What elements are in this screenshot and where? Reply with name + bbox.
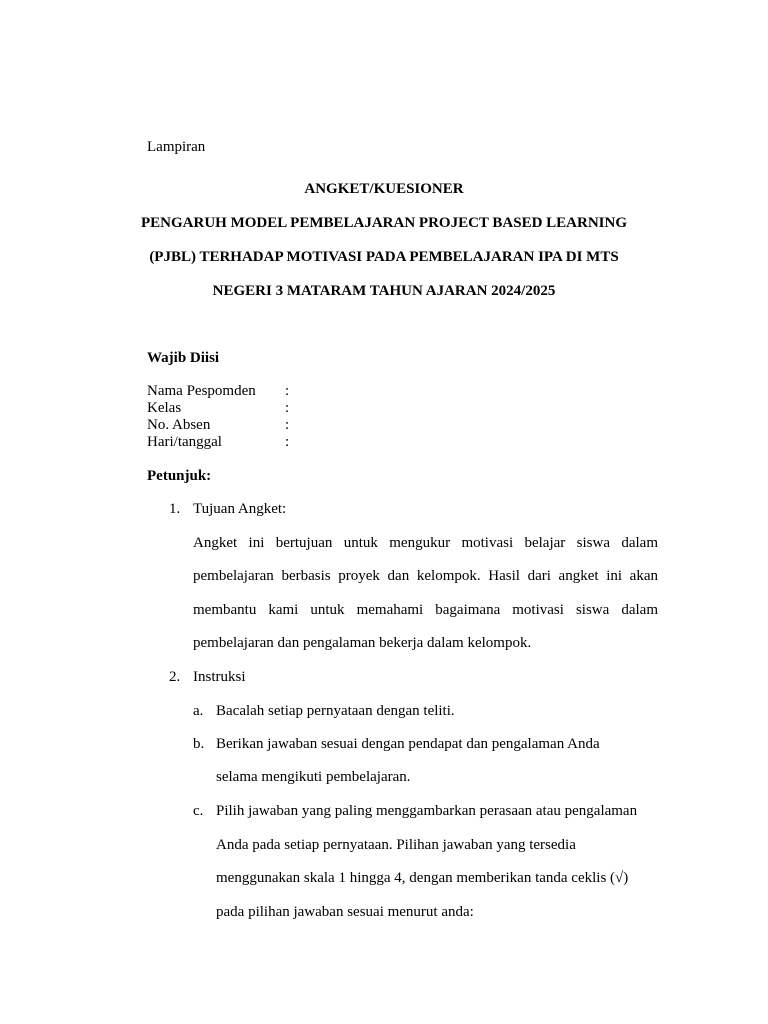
purpose-paragraph-line: pembelajaran berbasis proyek dan kelompok. Hasil dari angket ini akan [193,568,658,584]
instructions-title: Instruksi [193,669,246,685]
instructions-heading: Petunjuk: [147,468,212,484]
identity-heading: Wajib Diisi [147,350,220,366]
sub-item-text: Berikan jawaban sesuai dengan pendapat dan pengalaman Anda [216,736,600,752]
list-number: 1. [169,501,181,517]
sub-item-letter: c. [193,803,204,819]
sub-item-text: Pilih jawaban yang paling menggambarkan perasaan atau pengalaman [216,803,638,819]
sub-item-text: Bacalah setiap pernyataan dengan teliti. [216,703,455,719]
field-separator: : [285,417,290,433]
sub-item-text: menggunakan skala 1 hingga 4, dengan memberikan tanda ceklis (√) [216,870,629,886]
document-title: ANGKET/KUESIONER [304,181,464,197]
list-number: 2. [169,669,181,685]
sub-item-text: selama mengikuti pembelajaran. [216,769,411,785]
purpose-paragraph-line: membantu kami untuk memahami bagaimana motivasi siswa dalam [193,602,658,618]
field-separator: : [285,434,290,450]
document-subtitle-line-3: NEGERI 3 MATARAM TAHUN AJARAN 2024/2025 [212,283,556,299]
sub-item-text: pada pilihan jawaban sesuai menurut anda: [216,904,474,920]
document-subtitle-line-1: PENGARUH MODEL PEMBELAJARAN PROJECT BASED LEARNING [140,215,628,231]
purpose-paragraph-line: Angket ini bertujuan untuk mengukur motivasi belajar siswa dalam [193,535,658,551]
field-separator: : [285,383,290,399]
field-label-absence-number: No. Absen [147,417,211,433]
sub-item-letter: a. [193,703,204,719]
sub-item-letter: b. [193,736,205,752]
appendix-label: Lampiran [147,139,206,155]
field-separator: : [285,400,290,416]
sub-item-text: Anda pada setiap pernyataan. Pilihan jawaban yang tersedia [216,837,576,853]
purpose-paragraph-line: pembelajaran dan pengalaman bekerja dalam kelompok. [193,635,532,651]
field-label-name: Nama Pespomden [147,383,256,399]
field-label-class: Kelas [147,400,182,416]
purpose-title: Tujuan Angket: [193,501,287,517]
field-label-date: Hari/tanggal [147,434,222,450]
document-subtitle-line-2: (PJBL) TERHADAP MOTIVASI PADA PEMBELAJARAN IPA DI MTS [149,249,619,265]
